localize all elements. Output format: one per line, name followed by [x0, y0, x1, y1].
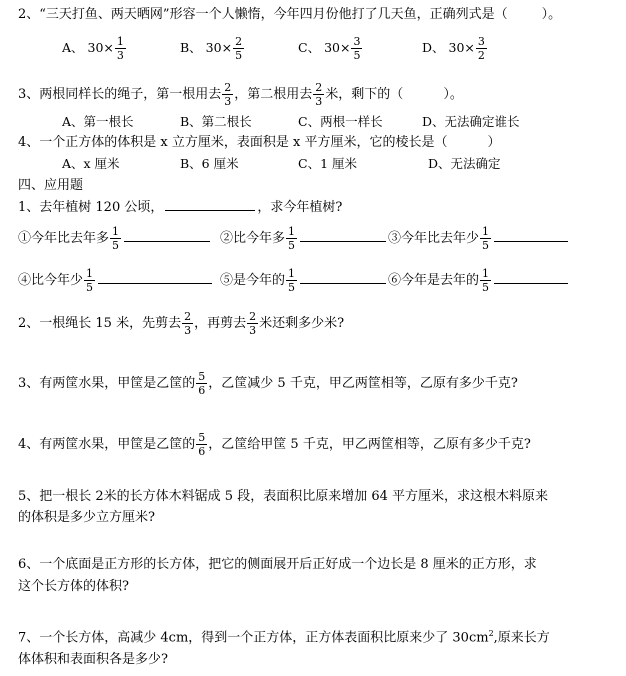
q3-option-d: D、无法确定谁长 — [422, 114, 520, 129]
p1-answer-blank[interactable] — [165, 198, 255, 211]
q2-option-a: A、 30× $\frac{1}{3}$ — [62, 35, 124, 62]
q2-option-c: C、 30× $\frac{3}{5}$ — [298, 35, 361, 62]
q3-option-b: B、第二根长 — [180, 114, 252, 129]
q2-stem: 2、“三天打鱼、两天晒网”形容一个人懒惰，今年四月份他打了几天鱼，正确列式是（ ）。 — [18, 7, 562, 22]
q3-stem: 3、两根同样长的绳子，第一根用去 $\frac{2}{3}$ ，第二根用去 $\frac{2}{3}$ 米，剩下的（ ）。 — [18, 81, 463, 108]
q3-option-c: C、两根一样长 — [298, 114, 383, 129]
p1-sub-6-blank[interactable] — [494, 271, 568, 284]
q4-option-d: D、无法确定 — [428, 156, 501, 171]
p5-line-2: 的体积是多少立方厘米? — [18, 510, 155, 525]
p1-sub-1-blank[interactable] — [124, 229, 210, 242]
p6-line-2: 这个长方体的体积? — [18, 579, 129, 594]
p4-stem: 4、有两筐水果，甲筐是乙筐的 $\frac{5}{6}$ ，乙筐给甲筐 5 千克，甲乙两筐相等，乙原有多少千克? — [18, 431, 531, 458]
p1-sub-5: ⑤是今年的 $\frac{1}{5}$ — [220, 268, 388, 293]
p1-sub-2-blank[interactable] — [300, 229, 386, 242]
p1-sub-6: ⑥今年是去年的 $\frac{1}{5}$ — [388, 268, 570, 293]
p1-sub-4: ④比今年少 $\frac{1}{5}$ — [18, 268, 214, 293]
p1-sub-3-blank[interactable] — [494, 229, 568, 242]
p2-stem: 2、一根绳长 15 米，先剪去 $\frac{2}{3}$ ，再剪去 $\frac{2}{3}$ 米还剩多少米? — [18, 310, 345, 337]
section-title: 四、应用题 — [18, 178, 84, 193]
p1-sub-3: ③今年比去年少 $\frac{1}{5}$ — [388, 226, 570, 251]
q2-option-d: D、 30× $\frac{3}{2}$ — [422, 35, 485, 62]
q4-stem: 4、一个正方体的体积是 x 立方厘米，表面积是 x 平方厘米，它的棱长是（ ） — [18, 135, 501, 150]
q2-option-b: B、 30× $\frac{2}{5}$ — [180, 35, 243, 62]
p1-sub-2: ②比今年多 $\frac{1}{5}$ — [220, 226, 388, 251]
p7-line-2: 体体积和表面积各是多少? — [18, 652, 168, 667]
q4-option-c: C、1 厘米 — [298, 156, 357, 171]
p1-sub-4-blank[interactable] — [98, 271, 212, 284]
p5-line-1: 5、把一根长 2米的长方体木料锯成 5 段，表面积比原来增加 64 平方厘米，求这根木料原来 — [18, 489, 549, 504]
p1-stem: 1、去年植树 120 公顷， ，求今年植树? — [18, 200, 343, 215]
q4-option-b: B、6 厘米 — [180, 156, 239, 171]
p7-line-1: 7、一个长方体，高减少 4cm，得到一个正方体，正方体表面积比原来少了 $30cm^2$,原来长方 — [18, 629, 550, 646]
p3-stem: 3、有两筐水果，甲筐是乙筐的 $\frac{5}{6}$ ，乙筐减少 5 千克，甲乙两筐相等，乙原有多少千克? — [18, 370, 518, 397]
q4-option-a: A、x 厘米 — [62, 156, 120, 171]
p1-sub-1: ①今年比去年多 $\frac{1}{5}$ — [18, 226, 212, 251]
q3-option-a: A、第一根长 — [62, 114, 134, 129]
p1-sub-5-blank[interactable] — [300, 271, 386, 284]
p6-line-1: 6、一个底面是正方形的长方体，把它的侧面展开后正好成一个边长是 8 厘米的正方形，求 — [18, 557, 537, 572]
